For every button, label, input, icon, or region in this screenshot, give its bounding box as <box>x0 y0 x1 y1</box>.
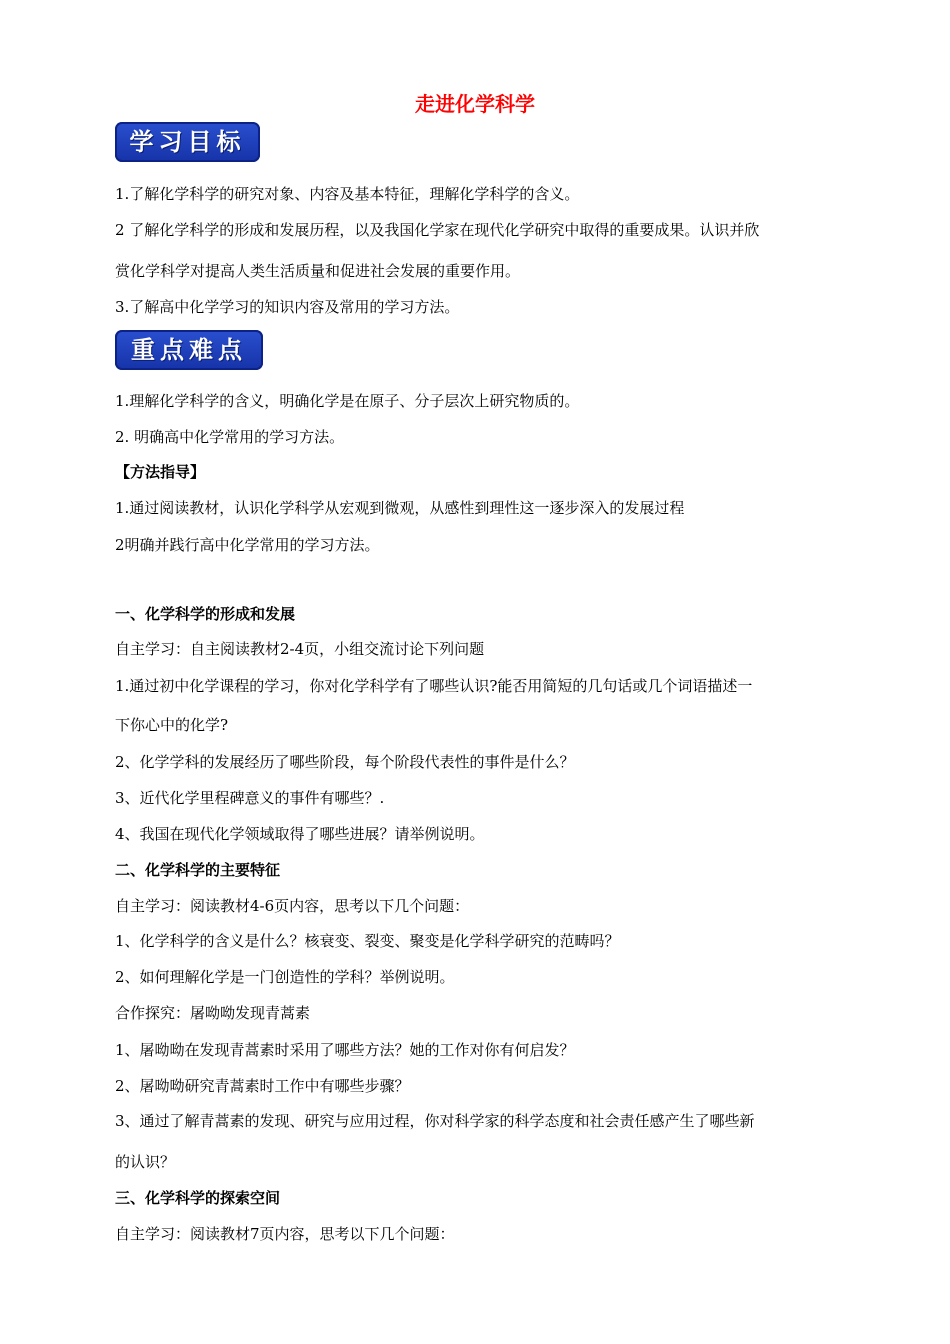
learning-goals-label: 学习目标 <box>129 128 246 156</box>
section-line: 合作探究：屠呦呦发现青蒿素 <box>115 1004 311 1022</box>
section-line: 4、我国在现代化学领域取得了哪些进展？请举例说明。 <box>115 825 485 843</box>
section-line: 2、化学学科的发展经历了哪些阶段，每个阶段代表性的事件是什么？ <box>115 753 575 771</box>
method-line: 2明确并践行高中化学常用的学习方法。 <box>115 536 380 554</box>
section-line: 下你心中的化学? <box>115 716 229 734</box>
section-line: 自主学习：阅读教材4-6页内容，思考以下几个问题： <box>115 897 470 915</box>
section-heading: 三、化学科学的探索空间 <box>115 1189 281 1207</box>
section-heading: 二、化学科学的主要特征 <box>115 861 281 879</box>
page-title: 走进化学科学 <box>415 92 535 116</box>
goal-line: 1.了解化学科学的研究对象、内容及基本特征，理解化学科学的含义。 <box>115 185 580 203</box>
section-line: 的认识？ <box>115 1153 176 1171</box>
keypoint-line: 1.理解化学科学的含义，明确化学是在原子、分子层次上研究物质的。 <box>115 392 580 410</box>
method-line: 1.通过阅读教材，认识化学科学从宏观到微观，从感性到理性这一逐步深入的发展过程 <box>115 499 685 517</box>
section-line: 1、化学科学的含义是什么？核衰变、裂变、聚变是化学科学研究的范畴吗？ <box>115 932 620 950</box>
key-points-label: 重点难点 <box>131 336 247 364</box>
section-line: 自主学习：阅读教材7页内容，思考以下几个问题： <box>115 1225 455 1243</box>
section-line: 1、屠呦呦在发现青蒿素时采用了哪些方法？她的工作对你有何启发？ <box>115 1041 575 1059</box>
learning-goals-badge <box>115 122 260 162</box>
section-line: 3、近代化学里程碑意义的事件有哪些？. <box>115 789 385 807</box>
key-points-badge <box>115 330 263 370</box>
section-line: 1.通过初中化学课程的学习，你对化学科学有了哪些认识?能否用简短的几句话或几个词语描述一 <box>115 677 753 695</box>
section-line: 2、如何理解化学是一门创造性的学科？举例说明。 <box>115 968 455 986</box>
section-line: 2、屠呦呦研究青蒿素时工作中有哪些步骤？ <box>115 1077 410 1095</box>
section-line: 自主学习：自主阅读教材2-4页，小组交流讨论下列问题 <box>115 640 485 658</box>
section-line: 3、通过了解青蒿素的发现、研究与应用过程，你对科学家的科学态度和社会责任感产生了哪些新 <box>115 1112 755 1130</box>
method-heading: 【方法指导】 <box>115 463 206 481</box>
goal-line: 3.了解高中化学学习的知识内容及常用的学习方法。 <box>115 298 460 316</box>
section-heading: 一、化学科学的形成和发展 <box>115 605 296 623</box>
goal-line: 2 了解化学科学的形成和发展历程，以及我国化学家在现代化学研究中取得的重要成果。认识并欣 <box>115 221 760 239</box>
keypoint-line: 2. 明确高中化学常用的学习方法。 <box>115 428 345 446</box>
goal-line: 赏化学科学对提高人类生活质量和促进社会发展的重要作用。 <box>115 262 521 280</box>
